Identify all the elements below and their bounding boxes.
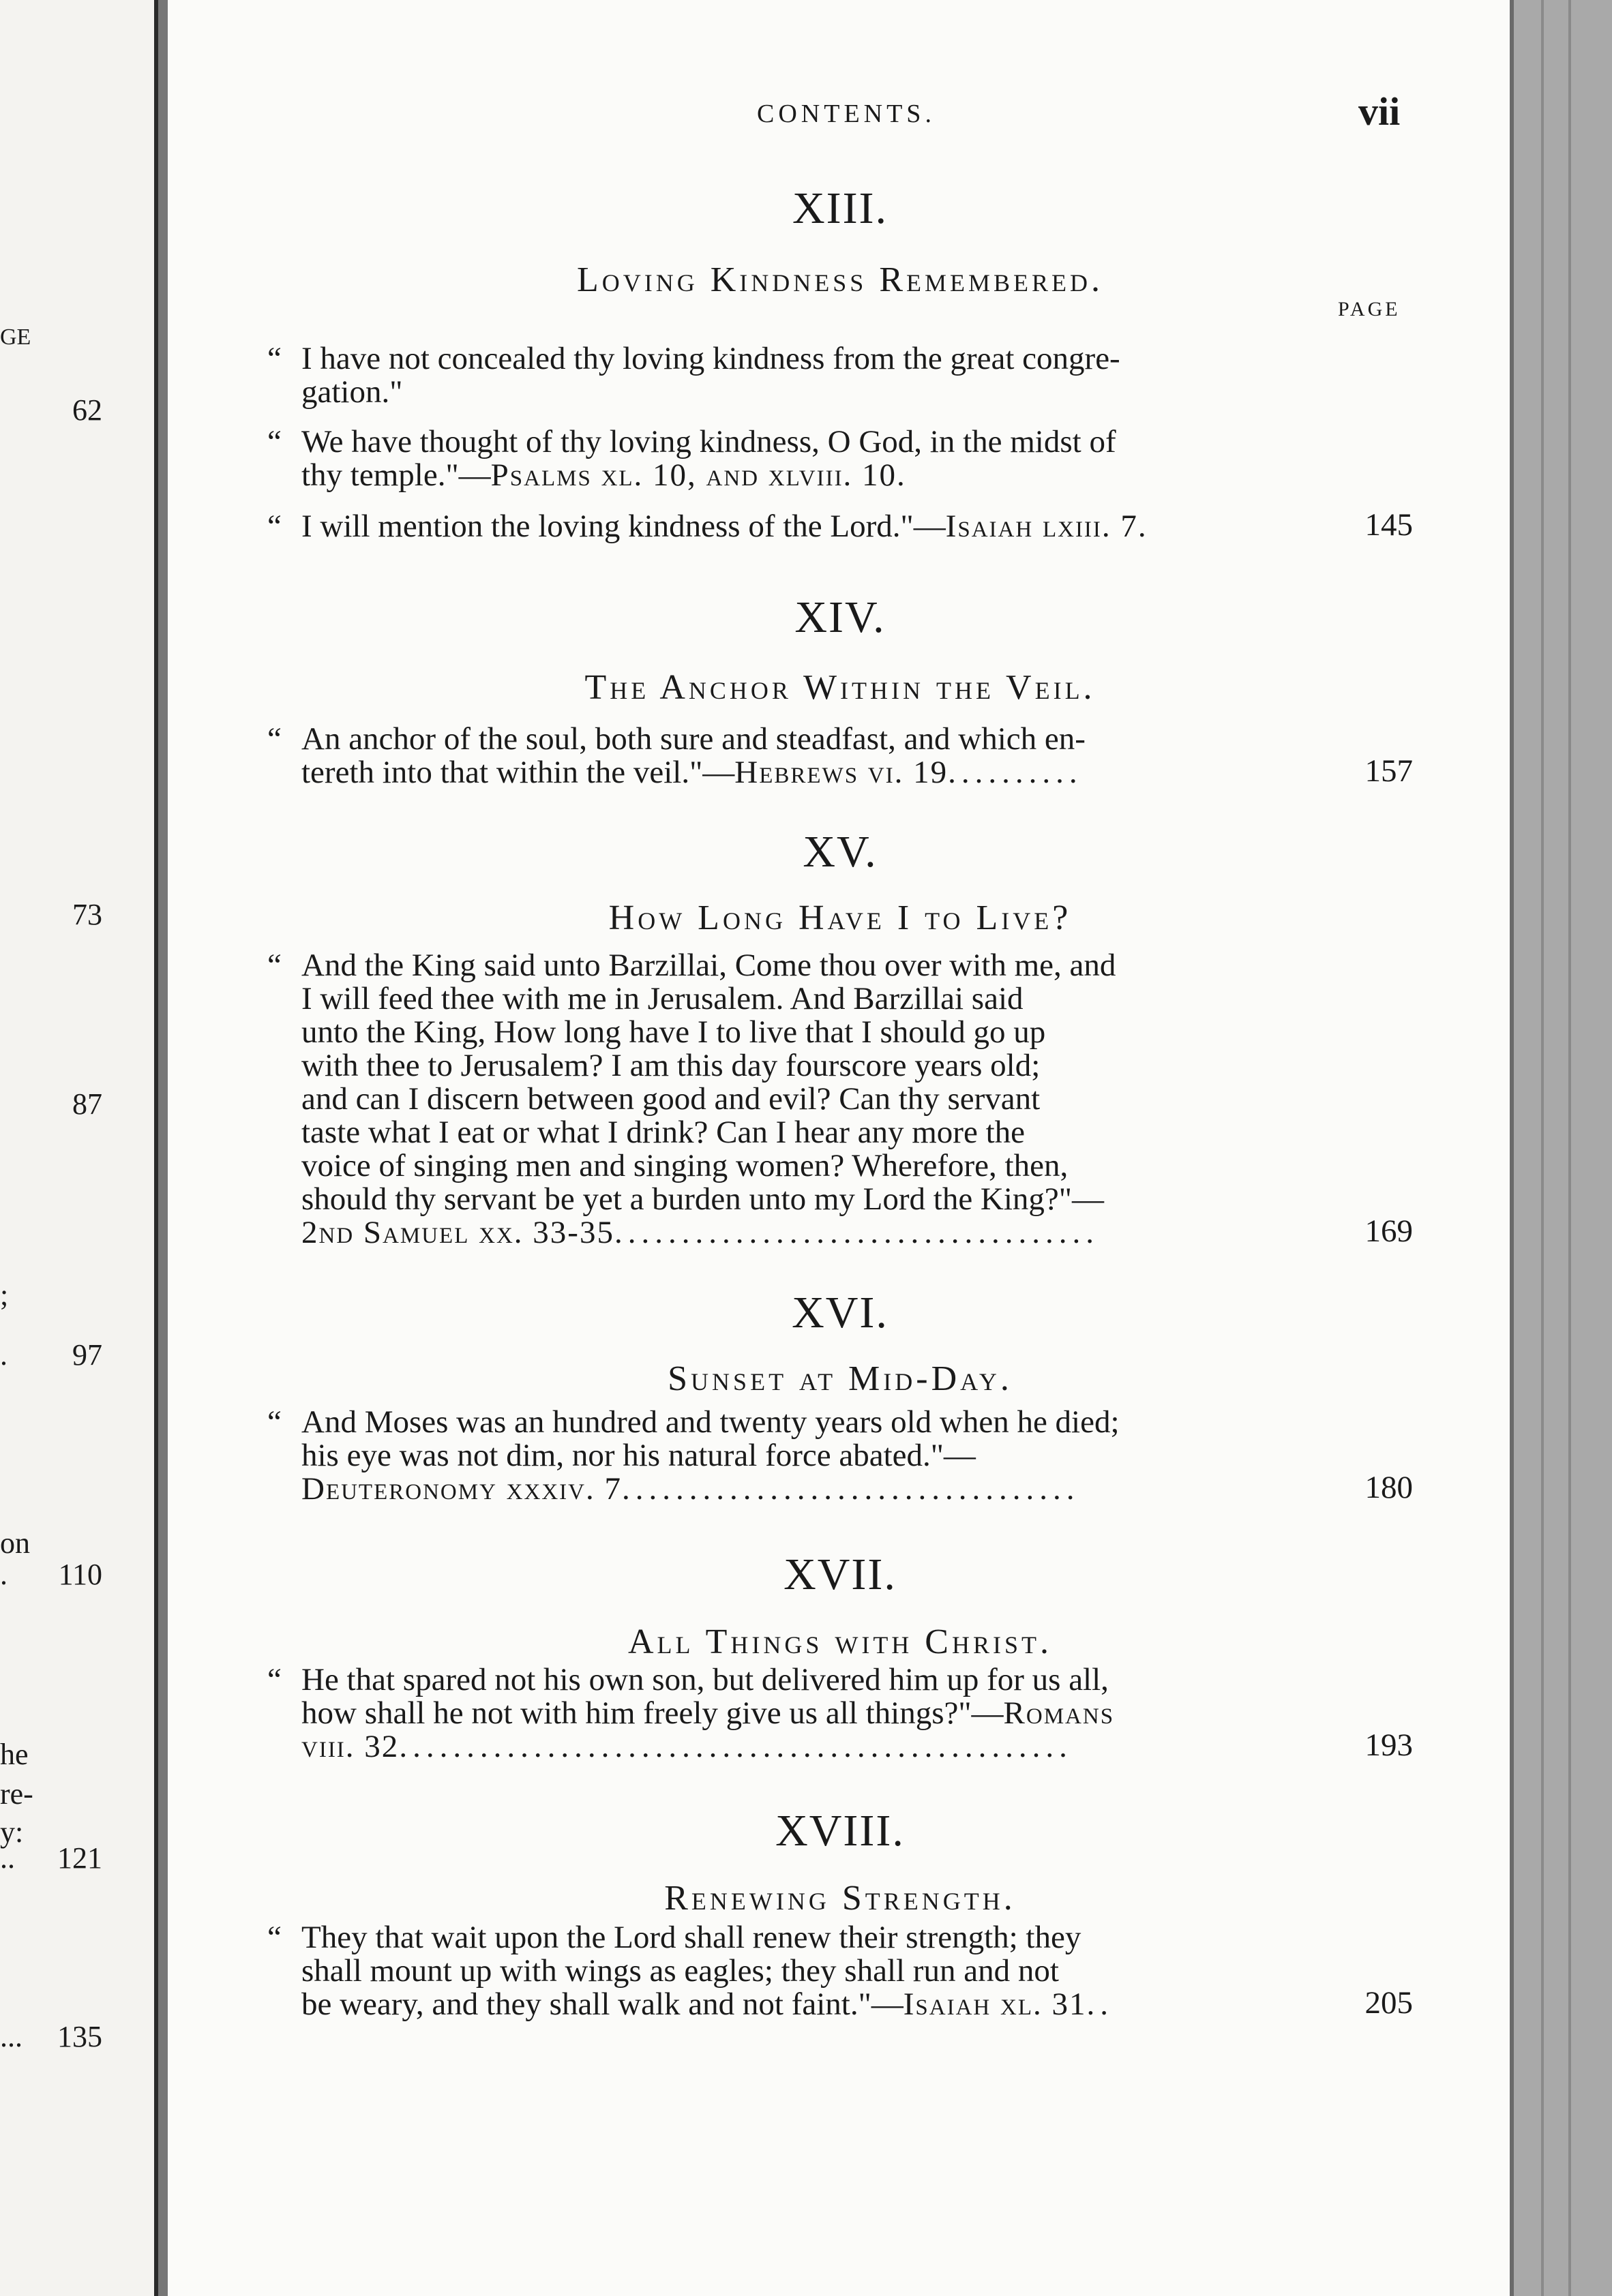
- contents-quote: [267, 1406, 1413, 1506]
- contents-quote: [267, 507, 1413, 544]
- facing-fragment: ..: [0, 1841, 15, 1875]
- facing-fragment: on: [0, 1526, 30, 1560]
- contents-entry: [267, 1287, 1413, 1398]
- page-edge: [1510, 0, 1612, 2296]
- scripture-reference: 2nd Samuel xx. 33-35: [301, 1215, 614, 1250]
- quote-mark: “: [267, 1404, 282, 1440]
- facing-fragment: ;: [0, 1278, 9, 1312]
- chapter-numeral: XIII.: [792, 183, 889, 233]
- facing-fragment: re-: [0, 1777, 33, 1811]
- dot-leader: ....................................: [614, 1215, 1099, 1250]
- facing-fragment: GE: [0, 324, 31, 350]
- contents-quote: [267, 1921, 1413, 2021]
- chapter-numeral: XVIII.: [775, 1806, 905, 1856]
- page-edge-line: [1568, 0, 1571, 2296]
- entry-page-number: 193: [1364, 1727, 1413, 1763]
- contents-quote: [267, 425, 1413, 492]
- quote-mark: “: [267, 341, 282, 376]
- contents-entry: [267, 1549, 1413, 1661]
- chapter-numeral: XIV.: [794, 592, 886, 642]
- quote-line: thy temple."—: [301, 457, 491, 493]
- quote-line: tereth into that within the veil."—: [301, 755, 735, 790]
- quote-line: and can I discern between good and evil? Can thy servant: [301, 1081, 1041, 1117]
- quote-line: taste what I eat or what I drink? Can I hear any more the: [301, 1115, 1025, 1150]
- contents-quote: [267, 1663, 1413, 1764]
- scripture-reference: Isaiah lxiii. 7.: [945, 509, 1148, 544]
- chapter-title: All Things with Christ.: [627, 1622, 1052, 1661]
- facing-page-number: 135: [57, 2020, 102, 2053]
- quote-mark: “: [267, 509, 282, 544]
- chapter-title: The Anchor Within the Veil.: [584, 667, 1096, 707]
- facing-page-number: 62: [72, 393, 102, 427]
- quote-mark: “: [267, 424, 282, 459]
- page-edge-line: [1541, 0, 1544, 2296]
- chapter-numeral: XVII.: [783, 1550, 897, 1599]
- chapter-title: Sunset at Mid-Day.: [668, 1359, 1013, 1398]
- quote-line: should thy servant be yet a burden unto my Lord the King?"—: [301, 1181, 1104, 1217]
- quote-line: And the King said unto Barzillai, Come thou over with me, and: [301, 948, 1116, 983]
- facing-page-number: 121: [57, 1841, 102, 1875]
- quote-line: with thee to Jerusalem? I am this day fourscore years old;: [301, 1048, 1041, 1083]
- quote-line: gation.": [301, 374, 403, 410]
- contents-quote: [267, 723, 1413, 789]
- chapter-title: Renewing Strength.: [664, 1878, 1016, 1918]
- scripture-reference: Romans: [1003, 1695, 1115, 1731]
- quote-line: An anchor of the soul, both sure and steadfast, and which en-: [301, 721, 1086, 757]
- facing-fragment: .: [0, 1558, 8, 1591]
- facing-fragment: he: [0, 1738, 29, 1771]
- dot-leader: ..........: [948, 755, 1083, 790]
- contents-quote: [267, 342, 1413, 409]
- scripture-reference: viii. 32: [301, 1729, 400, 1764]
- entry-page-number: 145: [1364, 507, 1413, 543]
- scripture-reference: Hebrews vi. 19: [734, 755, 949, 790]
- dot-leader: ..: [1086, 1987, 1114, 2022]
- scripture-reference: Isaiah xl. 31: [903, 1987, 1087, 2022]
- quote-line: unto the King, How long have I to live that I should go up: [301, 1014, 1046, 1050]
- contents-entry: [267, 826, 1413, 937]
- quote-line: He that spared not his own son, but delivered him up for us all,: [301, 1662, 1109, 1697]
- quote-line: I will mention the loving kindness of the Lord."—: [301, 509, 946, 544]
- contents-quote: [267, 949, 1413, 1250]
- chapter-title: How Long Have I to Live?: [608, 898, 1072, 937]
- quote-mark: “: [267, 1662, 282, 1697]
- entry-page-number: 157: [1364, 753, 1413, 789]
- contents-entry: [267, 1805, 1413, 1918]
- chapter-numeral: XVI.: [792, 1288, 889, 1338]
- dot-leader: ..................................................: [399, 1729, 1073, 1764]
- quote-mark: “: [267, 948, 282, 983]
- quote-line: voice of singing men and singing women? Wherefore, then,: [301, 1148, 1069, 1183]
- quote-line: his eye was not dim, nor his natural force abated."—: [301, 1438, 976, 1473]
- dot-leader: ..................................: [622, 1471, 1080, 1507]
- quote-line: And Moses was an hundred and twenty years old when he died;: [301, 1404, 1120, 1440]
- facing-page-number: 110: [58, 1558, 102, 1591]
- entry-page-number: 169: [1364, 1213, 1413, 1249]
- quote-line: They that wait upon the Lord shall renew their strength; they: [301, 1920, 1081, 1955]
- scripture-reference: Psalms xl. 10, and xlviii. 10.: [490, 457, 906, 493]
- facing-page: [0, 0, 158, 2296]
- contents-entry: [267, 592, 1413, 707]
- facing-fragment: .: [0, 1338, 8, 1372]
- chapter-title: Loving Kindness Remembered.: [577, 260, 1103, 299]
- facing-fragment: y:: [0, 1815, 24, 1849]
- quote-line: I have not concealed thy loving kindness from the great congre-: [301, 341, 1120, 376]
- book-gutter: [158, 0, 168, 2296]
- page-number: vii: [1358, 89, 1401, 134]
- quote-mark: “: [267, 721, 282, 757]
- page-column-label: PAGE: [1338, 298, 1401, 320]
- quote-mark: “: [267, 1920, 282, 1955]
- quote-line: how shall he not with him freely give us all things?"—: [301, 1695, 1004, 1731]
- facing-page-number: 87: [72, 1087, 102, 1121]
- entry-page-number: 205: [1364, 1985, 1413, 2021]
- chapter-numeral: XV.: [803, 827, 878, 877]
- entry-page-number: 180: [1364, 1470, 1413, 1505]
- quote-line: I will feed thee with me in Jerusalem. And Barzillai said: [301, 981, 1024, 1016]
- facing-page-number: 73: [72, 898, 102, 931]
- facing-fragment: ...: [0, 2020, 23, 2053]
- quote-line: We have thought of thy loving kindness, O God, in the midst of: [301, 424, 1116, 459]
- running-head: CONTENTS.: [757, 100, 936, 128]
- quote-line: be weary, and they shall walk and not faint."—: [301, 1987, 904, 2022]
- contents-entry: [267, 183, 1413, 299]
- quote-line: shall mount up with wings as eagles; they shall run and not: [301, 1953, 1059, 1989]
- scripture-reference: Deuteronomy xxxiv. 7: [301, 1471, 622, 1507]
- facing-page-number: 97: [72, 1338, 102, 1372]
